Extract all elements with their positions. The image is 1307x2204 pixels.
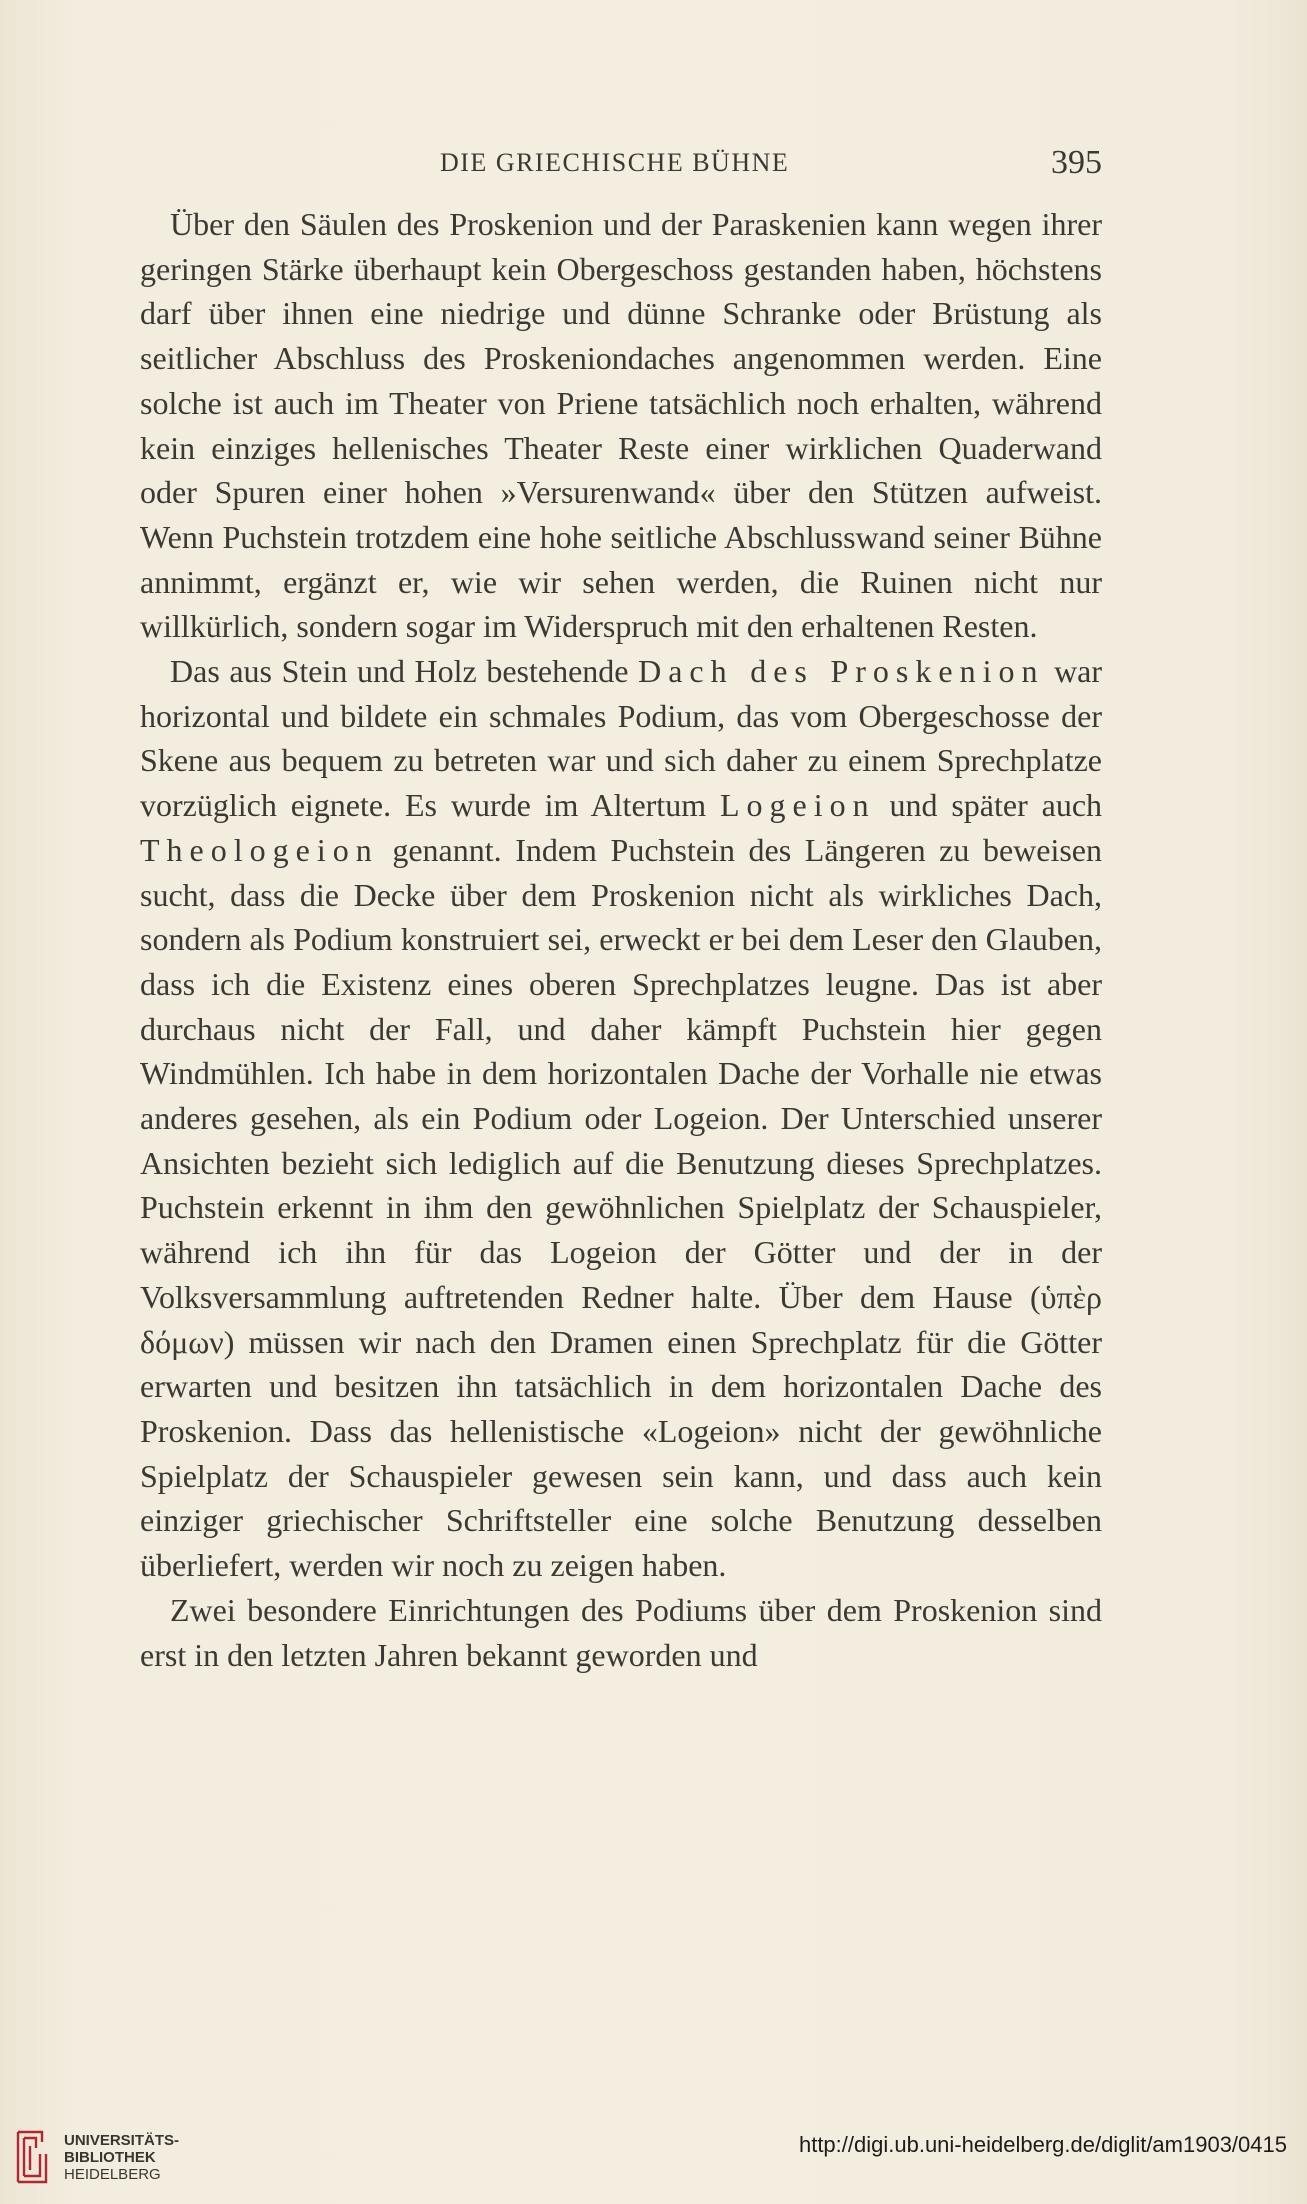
heidelberg-library-logo-icon: [12, 2126, 52, 2188]
emphasis-logeion: Logeion: [719, 787, 876, 824]
running-title: DIE GRIECHISCHE BÜHNE: [440, 148, 790, 177]
library-name: [64, 2132, 179, 2183]
body-text: [140, 202, 1102, 1677]
running-header: [140, 140, 1102, 188]
page-number: 395: [1051, 144, 1102, 181]
digitization-footer: [0, 2118, 1307, 2204]
paragraph-3: Zwei besondere Einrichtungen des Podiums über dem Proskenion sind erst in den letzten Jahren bekannt geworden und: [140, 1591, 1102, 1673]
paragraph-2-part-1: Das aus Stein und Holz bestehende: [170, 653, 629, 690]
paragraph-2: [140, 649, 1102, 1588]
paragraph-2-part-4: genannt. Indem Puchstein des Längeren zu beweisen sucht, dass die Decke über dem Proskenion nicht als wirkliches Dach, sondern als Podium konstruiert sei, erweckt er bei dem Leser den Glauben, dass ich die Existenz eines oberen Sprechplatzes leugne. Das ist aber durchaus nicht der Fall, und daher kämpft Puchstein hier gegen Windmühlen. Ich habe in dem horizontalen Dache der Vorhalle nie etwas anderes gesehen, als ein Podium oder Logeion. Der Unterschied unserer Ansichten bezieht sich lediglich auf die Benutzung dieses Sprechplatzes. Puchstein erkennt in ihm den gewöhnlichen Spielplatz der Schauspieler, während ich ihn für das Logeion der Götter und der in der Volksversammlung auftretenden Redner halte. Über dem Hause (ὑπὲρ δόμων) müssen wir nach den Dramen einen Sprechplatz für die Götter erwarten und besitzen ihn tatsächlich in dem horizontalen Dache des Proskenion. Dass das hellenistische «Logeion» nicht der gewöhnliche Spielplatz der Schauspieler gewesen sein kann, und dass auch kein einziger griechischer Schriftsteller eine solche Benutzung desselben überliefert, werden wir noch zu zeigen haben.: [140, 831, 1102, 1584]
paragraph-2-part-3: und später auch: [889, 787, 1103, 824]
emphasis-theologeion: Theologeion: [140, 831, 379, 868]
library-name-line-3: HEIDELBERG: [64, 2166, 161, 2183]
paragraph-1: Über den Säulen des Proskenion und der Paraskenien kann wegen ihrer geringen Stärke überhaupt kein Obergeschoss gestanden haben, höchstens darf über ihnen eine niedrige und dünne Schranke oder Brüstung als seitlicher Abschluss des Proskeniondaches angenommen werden. Eine solche ist auch im Theater von Priene tatsächlich noch erhalten, während kein einziges hellenisches Theater Reste einer wirklichen Quaderwand oder Spuren einer hohen »Versurenwand« über den Stützen aufweist. Wenn Puchstein trotzdem eine hohe seitliche Abschlusswand seiner Bühne annimmt, ergänzt er, wie wir sehen werden, die Ruinen nicht nur willkürlich, sondern sogar im Widerspruch mit den erhaltenen Resten.: [140, 206, 1102, 645]
library-name-line-2: BIBLIOTHEK: [64, 2149, 156, 2166]
paragraph-2-part-2: war horizontal und bildete ein schmales Podium, das vom Obergeschosse der Skene aus bequem zu betreten war und sich daher zu einem Sprechplatze vorzüglich eignete. Es wurde im Altertum: [140, 653, 1103, 824]
library-name-line-1: UNIVERSITÄTS-: [64, 2132, 180, 2149]
emphasis-dach-des-proskenion: Dach des Proskenion: [638, 653, 1045, 690]
source-url-link[interactable]: http://digi.ub.uni-heidelberg.de/diglit/am1903/0415: [798, 2132, 1287, 2157]
